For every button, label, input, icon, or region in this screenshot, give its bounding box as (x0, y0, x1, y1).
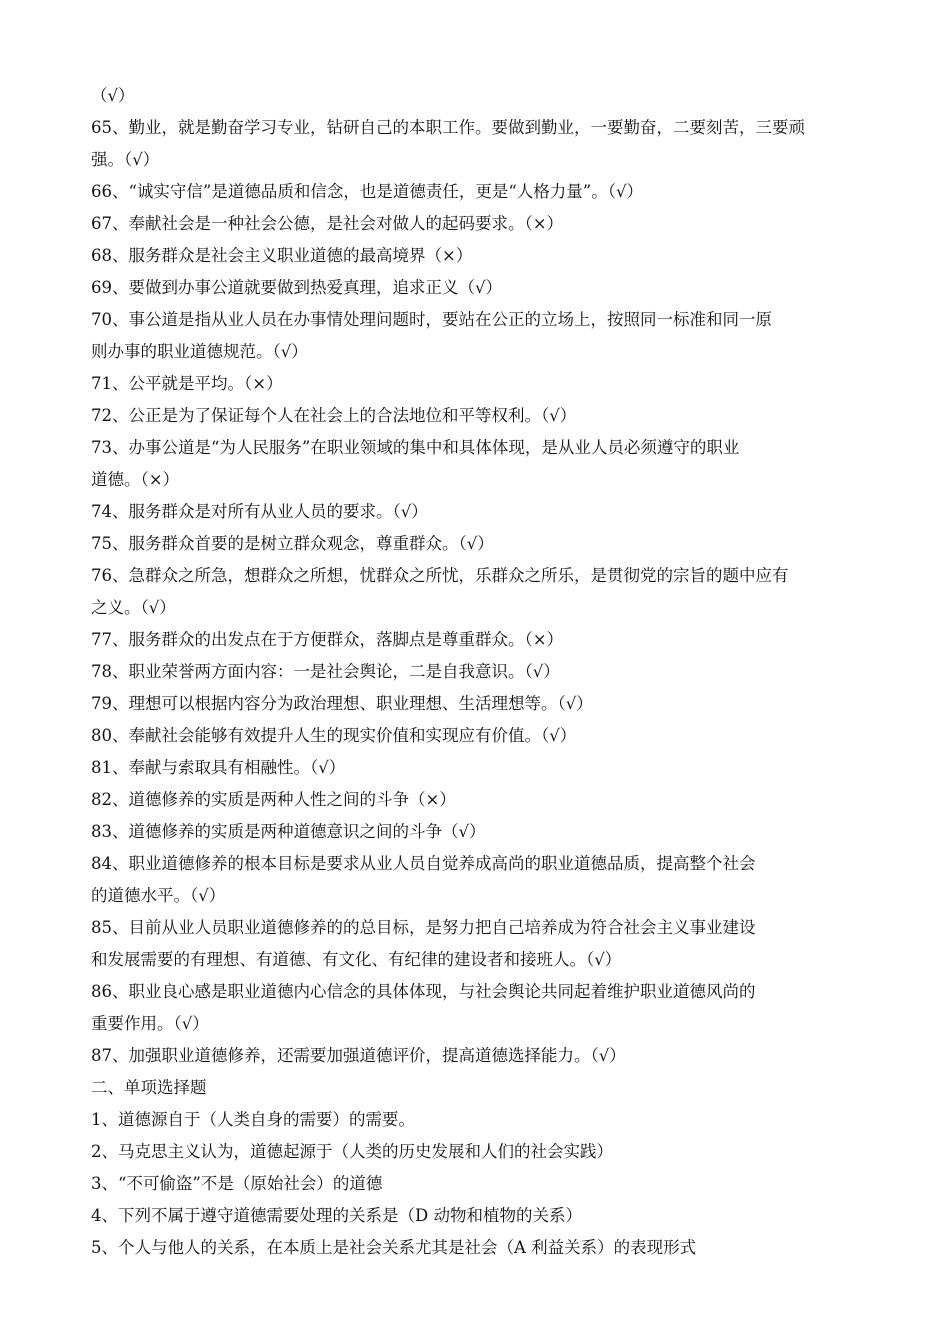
text-line: 和发展需要的有理想、有道德、有文化、有纪律的建设者和接班人。（√） (91, 950, 622, 969)
text-line: 73、办事公道是“为人民服务”在职业领域的集中和具体体现，是从业人员必须遵守的职业 (91, 438, 740, 457)
text-line: 1、道德源自于（人类自身的需要）的需要。 (91, 1110, 415, 1129)
text-line: 强。（√） (91, 150, 160, 169)
text-line: 71、公平就是平均。（×） (91, 374, 283, 393)
text-line: 72、公正是为了保证每个人在社会上的合法地位和平等权利。（√） (91, 406, 577, 425)
text-line: 68、服务群众是社会主义职业道德的最高境界（×） (91, 246, 473, 265)
text-line: 之义。（√） (91, 598, 176, 617)
text-line: 82、道德修养的实质是两种人性之间的斗争（×） (91, 790, 456, 809)
text-line: 85、目前从业人员职业道德修养的的总目标，是努力把自己培养成为符合社会主义事业建设 (91, 918, 756, 937)
text-line: 78、职业荣誉两方面内容：一是社会舆论，二是自我意识。（√） (91, 662, 560, 681)
text-line: 5、个人与他人的关系，在本质上是社会关系尤其是社会（A 利益关系）的表现形式 (91, 1238, 697, 1257)
text-line: 80、奉献社会能够有效提升人生的现实价值和实现应有价值。（√） (91, 726, 577, 745)
text-line: （√） (91, 86, 135, 105)
text-line: 74、服务群众是对所有从业人员的要求。（√） (91, 502, 428, 521)
text-line: 87、加强职业道德修养，还需要加强道德评价，提高道德选择能力。（√） (91, 1046, 626, 1065)
text-line: 3、“不可偷盗”不是（原始社会）的道德 (91, 1174, 383, 1193)
text-line: 67、奉献社会是一种社会公德，是社会对做人的起码要求。（×） (91, 214, 564, 233)
text-line: 83、道德修养的实质是两种道德意识之间的斗争（√） (91, 822, 486, 841)
text-line: 69、要做到办事公道就要做到热爱真理，追求正义（√） (91, 278, 503, 297)
text-line: 84、职业道德修养的根本目标是要求从业人员自觉养成高尚的职业道德品质，提高整个社会 (91, 854, 756, 873)
text-line: 2、马克思主义认为，道德起源于（人类的历史发展和人们的社会实践） (91, 1142, 613, 1161)
text-line: 重要作用。（√） (91, 1014, 209, 1033)
section-heading: 二、单项选择题 (91, 1078, 207, 1097)
text-line: 则办事的职业道德规范。（√） (91, 342, 308, 361)
text-line: 76、急群众之所急，想群众之所想，忧群众之所忧，乐群众之所乐，是贯彻党的宗旨的题中应有 (91, 566, 789, 585)
document-page (91, 80, 861, 1264)
text-line: 的道德水平。（√） (91, 886, 226, 905)
text-line: 道德。（×） (91, 470, 180, 489)
text-line: 65、勤业，就是勤奋学习专业，钻研自己的本职工作。要做到勤业，一要勤奋，二要刻苦，三要顽 (91, 118, 805, 137)
text-line: 70、事公道是指从业人员在办事情处理问题时，要站在公正的立场上，按照同一标准和同一原 (91, 310, 772, 329)
text-line: 66、“诚实守信”是道德品质和信念，也是道德责任，更是“人格力量”。（√） (91, 182, 644, 201)
text-line: 79、理想可以根据内容分为政治理想、职业理想、生活理想等。（√） (91, 694, 593, 713)
text-line: 86、职业良心感是职业道德内心信念的具体体现，与社会舆论共同起着维护职业道德风尚的 (91, 982, 756, 1001)
text-line: 4、下列不属于遵守道德需要处理的关系是（D 动物和植物的关系） (91, 1206, 582, 1225)
text-line: 77、服务群众的出发点在于方便群众，落脚点是尊重群众。（×） (91, 630, 564, 649)
text-line: 81、奉献与索取具有相融性。（√） (91, 758, 346, 777)
text-line: 75、服务群众首要的是树立群众观念，尊重群众。（√） (91, 534, 494, 553)
